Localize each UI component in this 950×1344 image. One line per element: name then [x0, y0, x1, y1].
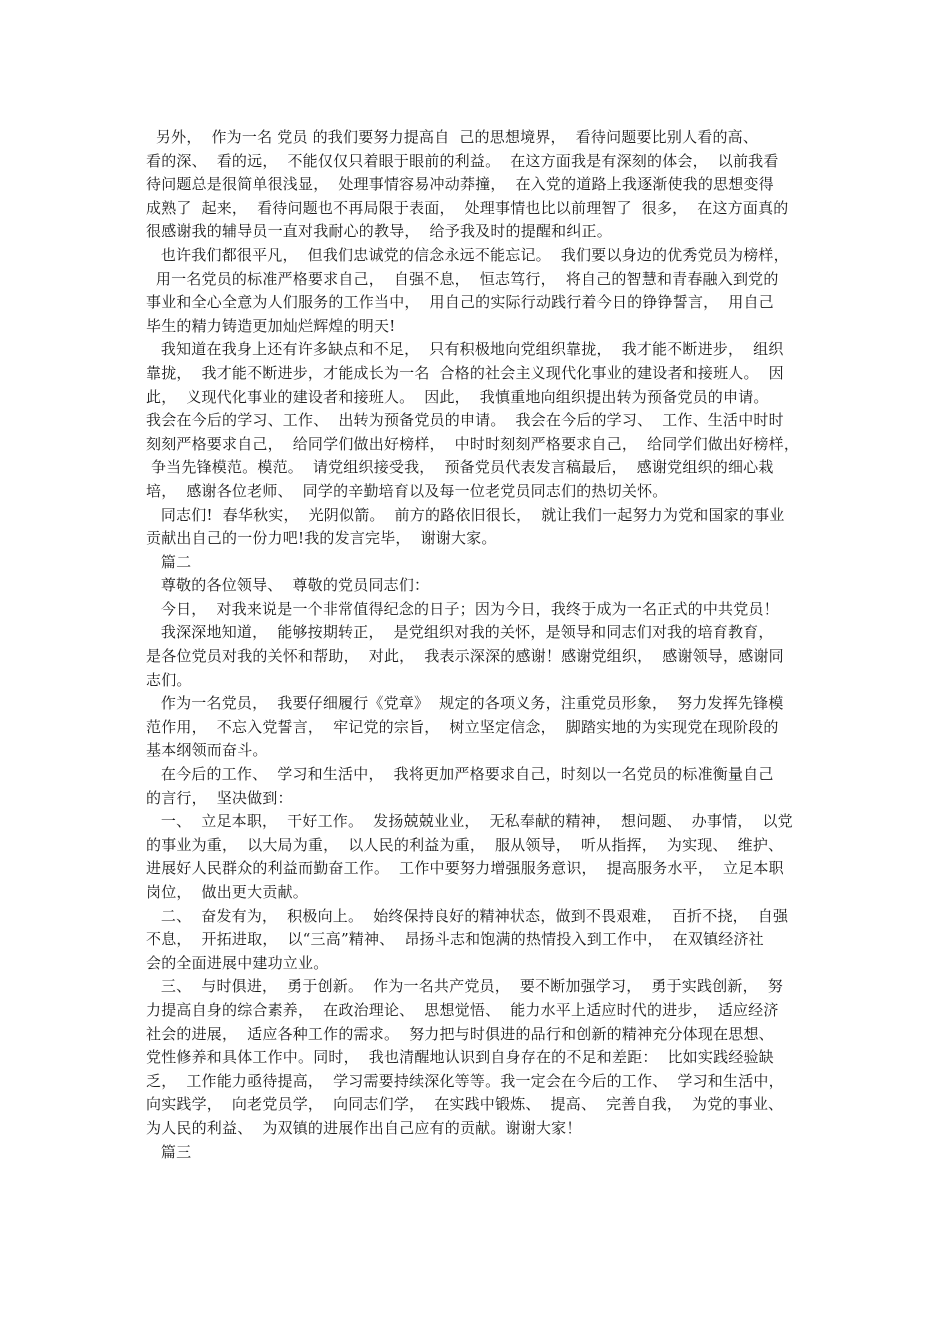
text-line: 也许我们都很平凡， 但我们忠诚党的信念永远不能忘记。 我们要以身边的优秀党员为榜样， [146, 245, 789, 264]
text-line: 的言行， 坚决做到： [146, 788, 293, 807]
text-line: 为人民的利益、 为双镇的进展作出自己应有的贡献。谢谢大家！ [146, 1118, 582, 1137]
text-line: 进展好人民群众的利益而勤奋工作。 工作中要努力增强服务意识， 提高服务水平， 立足本职 [146, 859, 784, 878]
text-line: 成熟了 起来， 看待问题也不再局限于表面， 处理事情也比以前理智了 很多， 在这方面真的 [146, 198, 789, 217]
text-line: 培， 感谢各位老师、 同学的辛勤培育以及每一位老党员同志们的热切关怀。 [146, 481, 668, 500]
text-line: 用一名党员的标准严格要求自己， 自强不息， 恒志笃行， 将自己的智慧和青春融入到党的 [146, 269, 779, 288]
text-line: 岗位， 做出更大贡献。 [146, 883, 308, 901]
text-line: 基本纲领而奋斗。 [146, 741, 268, 760]
text-line: 不息， 开拓进取， 以“三高”精神、 昂扬斗志和饱满的热情投入到工作中， 在双镇经济社 [146, 930, 764, 949]
text-line: 力提高自身的综合素养， 在政治理论、 思想觉悟、 能力水平上适应时代的进步， 适应经济 [146, 1000, 779, 1019]
text-line: 社会的进展， 适应各种工作的需求。 努力把与时俱进的品行和创新的精神充分体现在思想、 [146, 1024, 774, 1043]
text-line: 事业和全心全意为人们服务的工作当中， 用自己的实际行动践行着今日的铮铮誓言， 用自己 [146, 293, 774, 312]
text-line: 会的全面进展中建功立业。 [146, 953, 329, 972]
text-line: 贡献出自己的一份力吧!我的发言完毕， 谢谢大家。 [146, 529, 497, 548]
text-line: 一、 立足本职， 干好工作。 发扬兢兢业业， 无私奉献的精神， 想问题、 办事情， 以党 [146, 812, 793, 831]
text-line: 今日， 对我来说是一个非常值得纪念的日子；因为今日，我终于成为一名正式的中共党员！ [146, 599, 779, 618]
text-line: 同志们! 春华秋实， 光阴似箭。 前方的路依旧很长， 就让我们一起努力为党和国家的事业 [146, 505, 785, 524]
text-line: 篇三 [146, 1142, 192, 1161]
text-line: 待问题总是很简单很浅显， 处理事情容易冲动莽撞， 在入党的道路上我逐渐使我的思想变得 [146, 175, 774, 194]
text-line: 向实践学， 向老党员学， 向同志们学， 在实践中锻炼、 提高、 完善自我， 为党的事业、 [146, 1095, 784, 1114]
text-line: 看的深、 看的远， 不能仅仅只着眼于眼前的利益。 在这方面我是有深刻的体会， 以前我看 [146, 151, 779, 170]
text-line: 靠拢， 我才能不断进步，才能成长为一名 合格的社会主义现代化事业的建设者和接班人。 因 [146, 363, 784, 382]
text-line: 志们。 [146, 670, 192, 689]
text-line: 的事业为重， 以大局为重， 以人民的利益为重， 服从领导， 听从指挥， 为实现、 维护、 [146, 835, 784, 854]
text-line: 乏， 工作能力亟待提高， 学习需要持续深化等等。我一定会在今后的工作、 学习和生活中， [146, 1071, 784, 1090]
text-line: 党性修养和具体工作中。同时， 我也清醒地认识到自身存在的不足和差距： 比如实践经验缺 [146, 1048, 774, 1067]
document-body [146, 126, 826, 1164]
text-line: 我会在今后的学习、工作、 出转为预备党员的申请。 我会在今后的学习、 工作、生活中时时 [146, 411, 784, 430]
text-line: 另外， 作为一名 党员 的我们要努力提高自 己的思想境界， 看待问题要比别人看的高、 [146, 128, 759, 146]
text-line: 我深深地知道， 能够按期转正， 是党组织对我的关怀，是领导和同志们对我的培育教育， [146, 623, 774, 642]
text-line: 尊敬的各位领导、 尊敬的党员同志们： [146, 576, 430, 595]
text-line: 是各位党员对我的关怀和帮助， 对此， 我表示深深的感谢！感谢党组织， 感谢领导，感谢同 [146, 647, 784, 666]
text-line: 毕生的精力铸造更加灿烂辉煌的明天! [146, 316, 396, 335]
text-line: 很感谢我的辅导员一直对我耐心的教导， 给予我及时的提醒和纠正。 [146, 222, 612, 241]
text-line: 此， 义现代化事业的建设者和接班人。 因此， 我慎重地向组织提出转为预备党员的申请。 [146, 387, 769, 406]
text-line: 争当先锋模范。模范。 请党组织接受我， 预备党员代表发言稿最后， 感谢党组织的细心栽 [146, 458, 774, 477]
text-line: 篇二 [146, 552, 192, 571]
text-line: 我知道在我身上还有许多缺点和不足， 只有积极地向党组织靠拢， 我才能不断进步， 组织 [146, 340, 784, 359]
text-line: 三、 与时俱进， 勇于创新。 作为一名共产党员， 要不断加强学习， 勇于实践创新， 努 [146, 977, 783, 996]
text-line: 范作用， 不忘入党誓言， 牢记党的宗旨， 树立坚定信念， 脚踏实地的为实现党在现阶段的 [146, 717, 779, 736]
text-line: 刻刻严格要求自己， 给同学们做出好榜样， 中时时刻刻严格要求自己， 给同学们做出好榜样， [146, 434, 800, 453]
text-line: 在今后的工作、 学习和生活中， 我将更加严格要求自己，时刻以一名党员的标准衡量自己 [146, 765, 774, 784]
text-line: 作为一名党员， 我要仔细履行《党章》 规定的各项义务，注重党员形象， 努力发挥先锋模 [146, 694, 784, 713]
text-line: 二、 奋发有为， 积极向上。 始终保持良好的精神状态，做到不畏艰难， 百折不挠， 自强 [146, 906, 789, 925]
